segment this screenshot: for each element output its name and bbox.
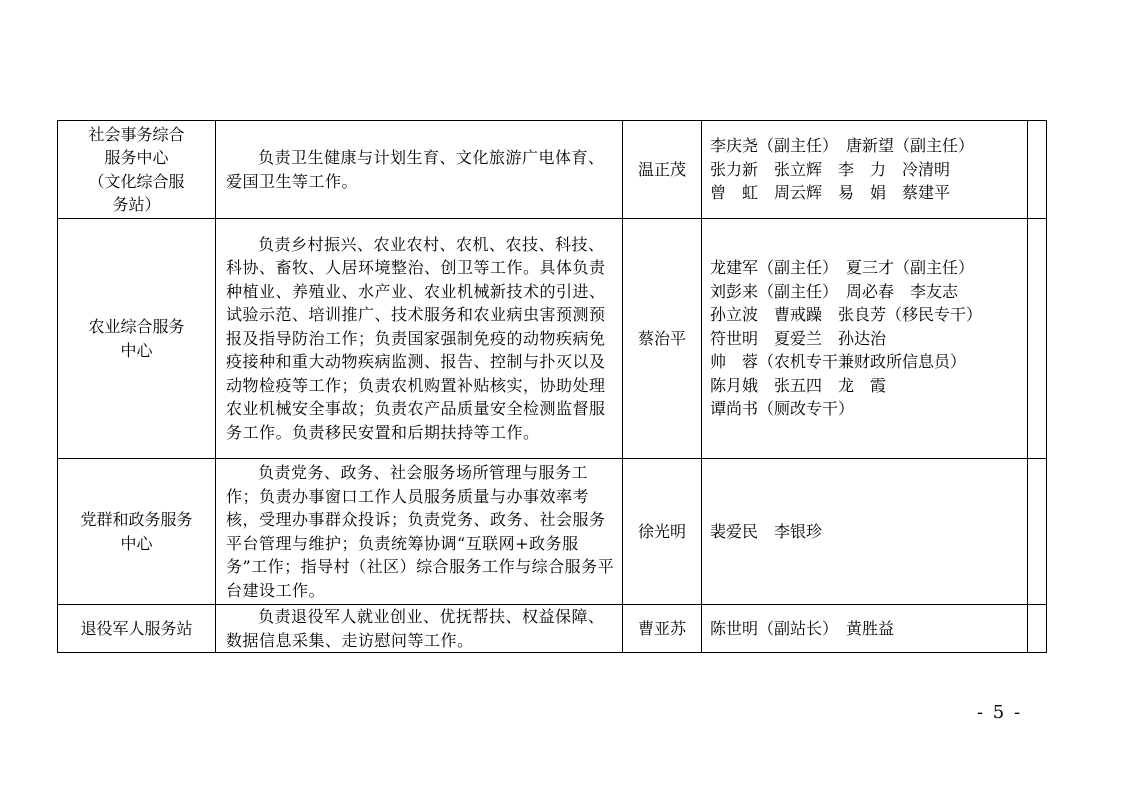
- unit-cell: [58, 605, 216, 653]
- unit-cell: [58, 121, 216, 219]
- leader-cell: 蔡治平: [623, 219, 702, 459]
- staff-line: 帅 蓉（农机专干兼财政所信息员）: [710, 352, 967, 372]
- staff-cell: [702, 121, 1028, 219]
- table-row: [58, 605, 1047, 653]
- duty-cell: [216, 459, 623, 605]
- duty-cell: [216, 605, 623, 653]
- staff-line: 李庆尧（副主任） 唐新望（副主任）: [710, 136, 975, 156]
- staff-duty-table: [57, 120, 1047, 653]
- unit-name-line: 服务中心: [104, 148, 169, 167]
- unit-name-line: 务站）: [112, 195, 161, 214]
- staff-line: 曾 虹 周云辉 易 娟 蔡建平: [710, 183, 951, 203]
- staff-line: 陈月娥 张五四 龙 霞: [710, 375, 887, 395]
- table-row: [58, 219, 1047, 459]
- staff-cell: [702, 219, 1028, 459]
- unit-name-line: 农业综合服务: [88, 317, 185, 336]
- staff-cell: [702, 605, 1028, 653]
- duty-cell: [216, 219, 623, 459]
- unit-cell: [58, 459, 216, 605]
- staff-line: 孙立波 曹戒躁 张良芳（移民专干）: [710, 305, 983, 325]
- remark-cell: [1028, 219, 1047, 459]
- leader-cell: 温正茂: [623, 121, 702, 219]
- staff-line: 张力新 张立辉 李 力 冷清明: [710, 159, 951, 179]
- leader-cell: 曹亚苏: [623, 605, 702, 653]
- unit-name-line: 中心: [120, 533, 153, 553]
- unit-name-line: 退役军人服务站: [80, 618, 193, 638]
- staff-line: 刘彭来（副主任） 周必春 李友志: [710, 281, 959, 301]
- duty-cell: [216, 121, 623, 219]
- leader-cell: 徐光明: [623, 459, 702, 605]
- table-row: [58, 121, 1047, 219]
- unit-cell: [58, 219, 216, 459]
- duty-text: 负责乡村振兴、农业农村、农机、农技、科技、科协、畜牧、人居环境整治、创卫等工作。具体负责种植业、养殖业、水产业、农业机械新技术的引进、试验示范、培训推广、技术服务和农业病虫害预测预报及指导防治工作；负责国家强制免疫的动物疾病免疫接种和重大动物疾病监测、报告、控制与扑灭以及动物检疫等工作；负责农机购置补贴核实，协助处理农业机械安全事故；负责农产品质量安全检测监督服务工作。负责移民安置和后期扶持等工作。: [226, 234, 606, 442]
- staff-line: 陈世明（副站长） 黄胜益: [710, 618, 895, 638]
- staff-line: 符世明 夏爱兰 孙达治: [710, 328, 887, 348]
- staff-cell: [702, 459, 1028, 605]
- unit-name-line: 社会事务综合: [88, 124, 185, 144]
- page-number: - 5 -: [977, 702, 1023, 723]
- staff-line: 龙建军（副主任） 夏三才（副主任）: [710, 258, 975, 278]
- unit-name-line: （文化综合服: [88, 171, 185, 191]
- duty-text: 负责卫生健康与计划生育、文化旅游广电体育、爱国卫生等工作。: [226, 148, 605, 191]
- duty-text: 负责退役军人就业创业、优抚帮扶、权益保障、数据信息采集、走访慰问等工作。: [226, 607, 605, 650]
- unit-name-line: 中心: [120, 340, 153, 360]
- remark-cell: [1028, 459, 1047, 605]
- table-row: [58, 459, 1047, 605]
- staff-line: 谭尚书（厕改专干）: [710, 399, 855, 419]
- staff-line: 裴爱民 李银珍: [710, 521, 823, 541]
- duty-text: 负责党务、政务、社会服务场所管理与服务工作；负责办事窗口工作人员服务质量与办事效率考核，受理办事群众投诉；负责党务、政务、社会服务平台管理与维护；负责统筹协调“互联网+政务服务”工作；指导村（社区）综合服务工作与综合服务平台建设工作。: [226, 463, 615, 600]
- unit-name-line: 党群和政务服务: [80, 510, 193, 529]
- remark-cell: [1028, 121, 1047, 219]
- remark-cell: [1028, 605, 1047, 653]
